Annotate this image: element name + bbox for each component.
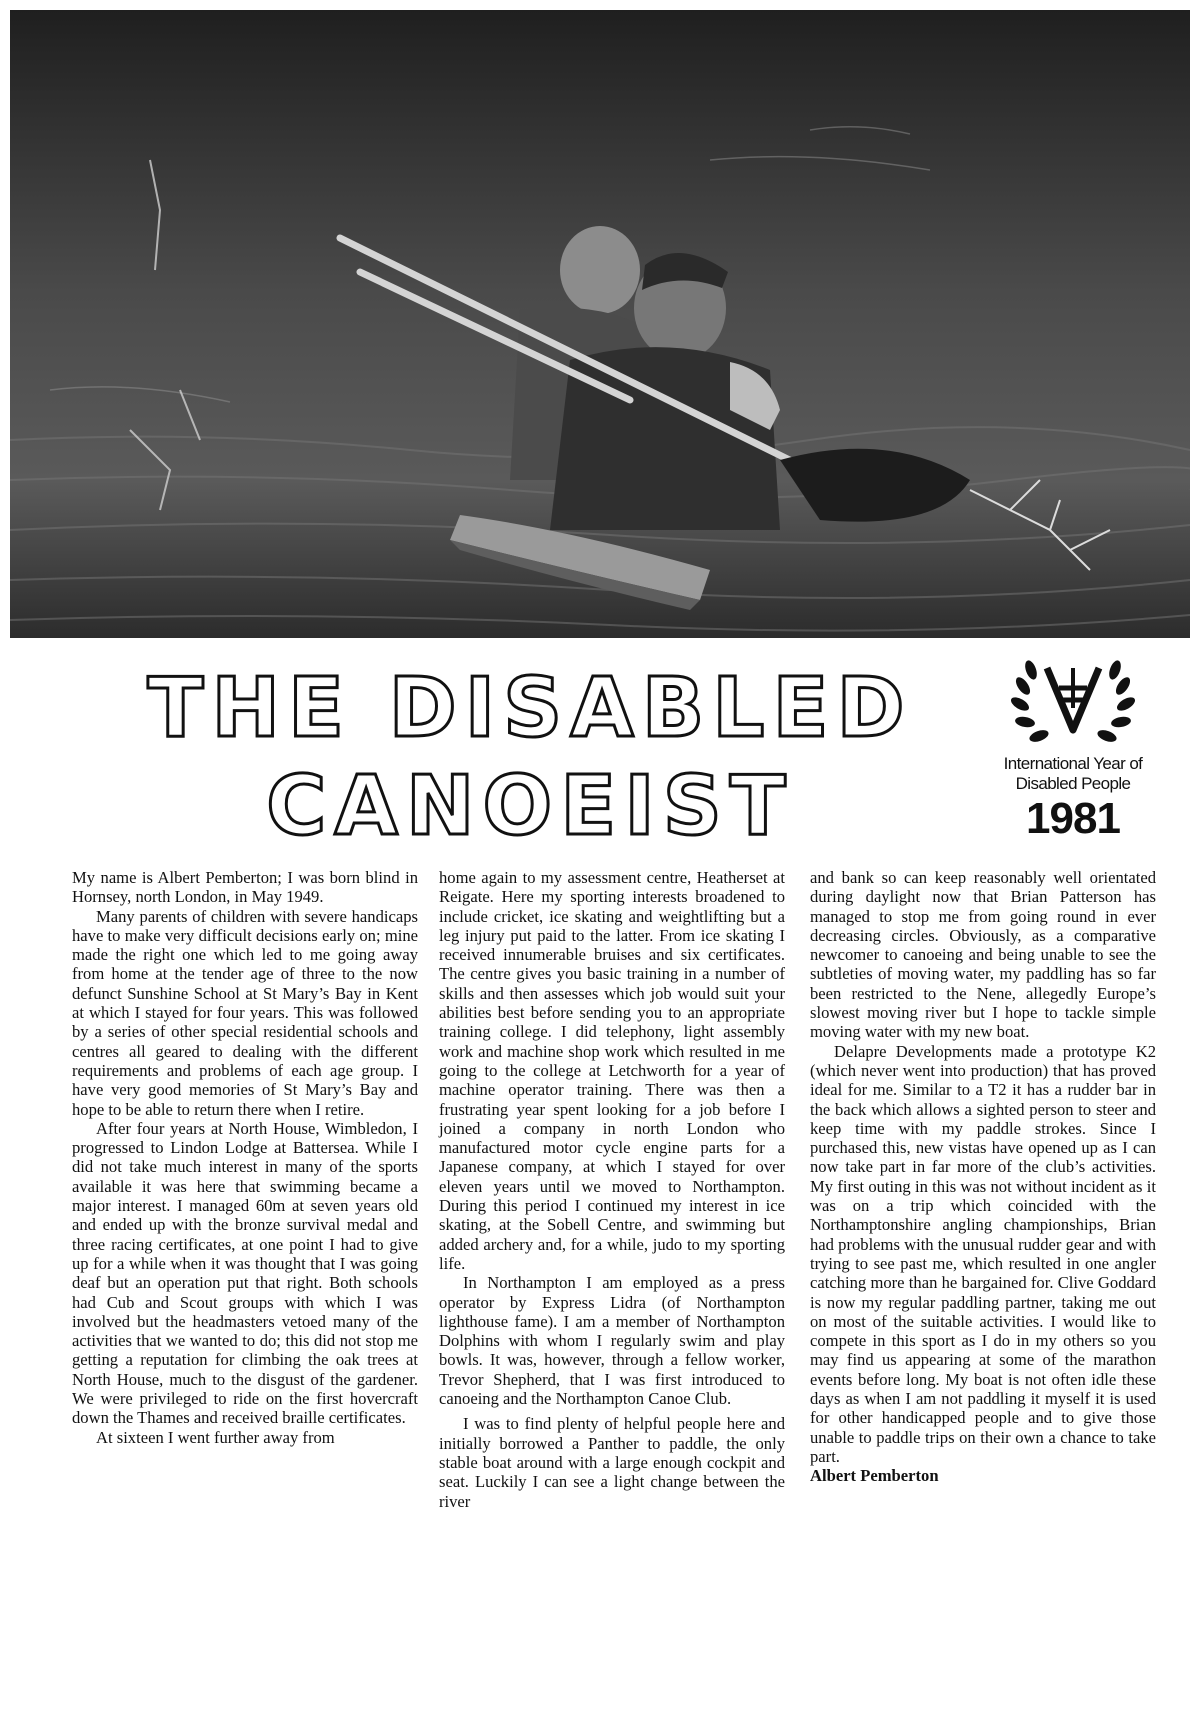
column-2 xyxy=(439,868,785,1511)
column-3 xyxy=(810,868,1156,1486)
paragraph: Many parents of children with severe handicaps have to make very difficult decisions early on; mine made the right one which led to me going away from home at the tender age of three to the now defunct Sunshine School at St Mary’s Bay in Kent at which I stayed for four years. This was followed by a series of other special residential schools and centres all geared to dealing with the different requirements and problems of each age group. I have very good memories of St Mary’s Bay and hope to be able to return there when I retire. xyxy=(72,906,418,1119)
logo-text-line-1: International Year of xyxy=(1003,754,1143,773)
paragraph: and bank so can keep reasonably well orientated during daylight now that Brian Patterson has managed to stop me from going round in ever decreasing circles. Obviously, as a comparative newcomer to canoeing and being unable to see the subtleties of moving water, my paddling has so far been restricted to the Nene, allegedly Europe’s slowest moving river but I hope to tackle simple moving water with my new boat. xyxy=(810,868,1156,1042)
column-1 xyxy=(72,868,418,1447)
title-line-2: CANOEIST xyxy=(266,759,794,848)
paragraph: At sixteen I went further away from xyxy=(96,1427,335,1447)
paragraph: After four years at North House, Wimbledon, I progressed to Lindon Lodge at Battersea. While I did not take much interest in many of the sports available it was here that swimming became a major interest. I managed 60m at seven years old and ended up with the bronze survival medal and three racing certificates, at one point I had to give up for a while when it was thought that I was going deaf but an operation put that right. Both schools had Cub and Scout groups with which I was involved but the headmasters vetoed many of the activities that we wanted to do; this did not stop me getting a reputation for climbing the oak trees at North House, much to the disgust of the gardener. We were privileged to ride on the first hovercraft down the Thames and received braille certificates. xyxy=(72,1118,418,1428)
title-line-1: THE DISABLED xyxy=(147,661,913,756)
article-body xyxy=(72,868,1156,1698)
paragraph: Delapre Developments made a prototype K2 (which never went into production) that has proved ideal for me. Similar to a T2 it has a rudder bar in the back which allows a sighted person to steer and keep time with my paddle strokes. Since I purchased this, new vistas have opened up as I can now take part in far more of the club’s activities. My first outing in this was not without incident as it was on a trip which coincided with the Northamptonshire angling championships, Brian had problems with the unusual rudder gear and with trying to see past me, which resulted in one angler catching more than he bargained for. Clive Goddard is now my regular paddling partner, taking me out on most of the suitable activities. I would like to compete in this sport as I do in my others so you may find us appearing at some of the marathon events before long. My boat is not often idle these days as when I am not paddling it myself it is used for other handicapped people and to give those unable to paddle trips on their own a chance to take part. xyxy=(810,1041,1156,1466)
logo-text-line-2: Disabled People xyxy=(1015,774,1131,793)
canoe-photograph xyxy=(10,10,1190,638)
article-title xyxy=(140,658,920,848)
author-signature: Albert Pemberton xyxy=(810,1466,939,1486)
laurel-emblem-icon xyxy=(1003,648,1143,754)
paragraph: My name is Albert Pemberton; I was born blind in Hornsey, north London, in May 1949. xyxy=(72,868,418,907)
paragraph: home again to my assessment centre, Heatherset at Reigate. Here my sporting interests broadened to include cricket, ice skating and weightlifting but a leg injury put paid to the latter. From ice skating I received innumerable bruises and six certificates. The centre gives you basic training in a number of skills and then assesses which job would suit your abilities best before sending you to an appropriate training college. I did telephony, light assembly work and machine shop work which resulted in me going to the college at Letchworth for a year of machine operator training. There was then a frustrating year spent looking for a job before I joined a company in north London who manufactured motor cycle engine parts for a Japanese company, at which I stayed for over eleven years until we moved to Northampton. During this period I continued my interest in ice skating, at the Sobell Centre, and swimming but added archery and, for a while, judo to my sporting life. xyxy=(439,868,785,1273)
paragraph: I was to find plenty of helpful people here and initially borrowed a Panther to paddle, the only stable boat around with a large enough cockpit and seat. Luckily I can see a light change between the river xyxy=(439,1414,785,1511)
paragraph: In Northampton I am employed as a press operator by Express Lidra (of Northampton lighthouse fame). I am a member of Northampton Dolphins with whom I regularly swim and play bowls. It was, however, through a fellow worker, Trevor Shepherd, that I was first introduced to canoeing and the Northampton Canoe Club. xyxy=(439,1273,785,1409)
iydp-logo xyxy=(968,648,1178,858)
logo-year: 1981 xyxy=(1026,794,1120,843)
